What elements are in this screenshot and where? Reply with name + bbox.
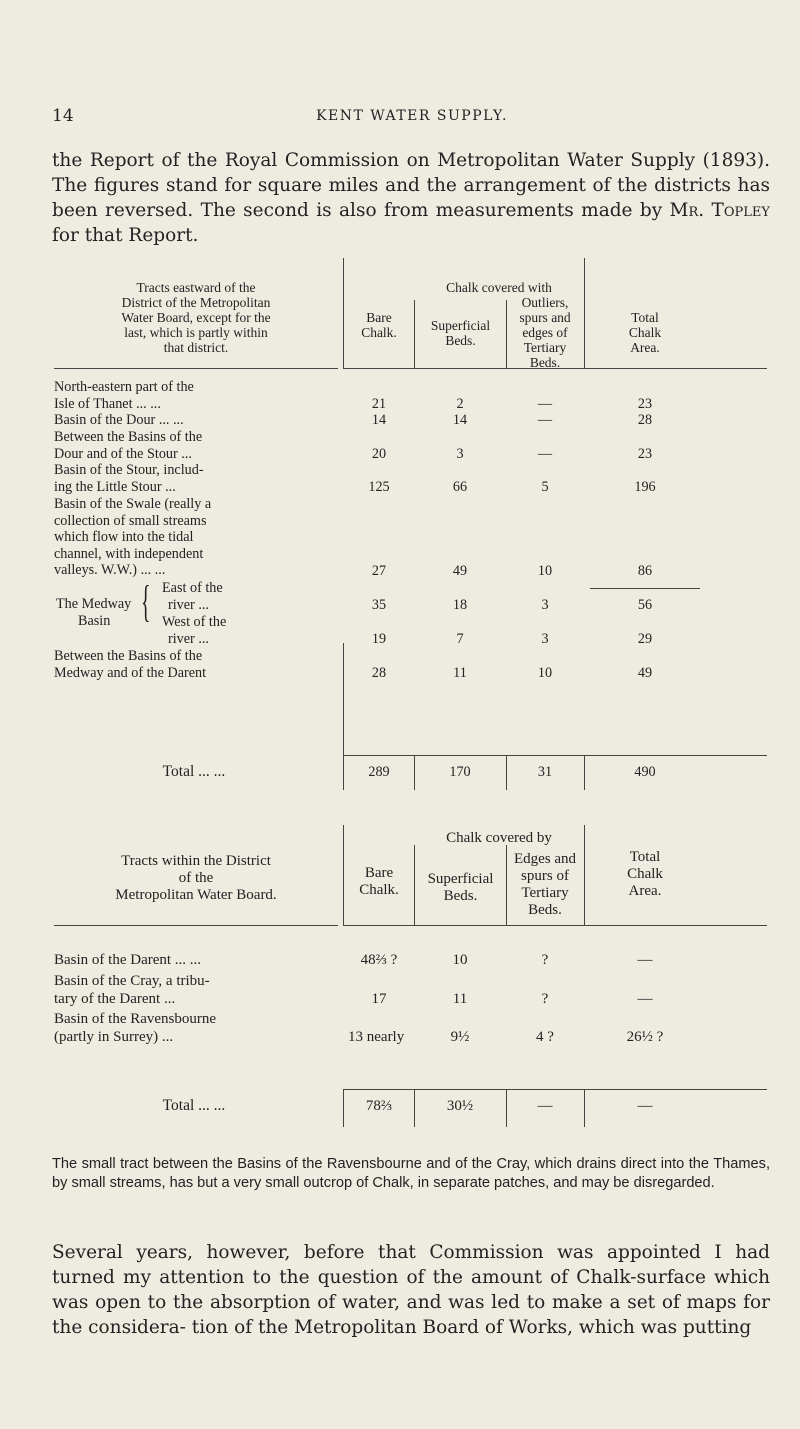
cell-superficial: 7 — [456, 631, 464, 647]
table-row-label: East of the river ... — [162, 580, 223, 613]
header-bare-chalk: Bare Chalk. — [359, 865, 399, 898]
header-tracts-within: Tracts within the District of the Metropolitan Water Board. — [115, 853, 277, 903]
total-label: Total ... ... — [162, 1097, 226, 1114]
cell-bare: 27 — [371, 563, 387, 579]
table-row-label: Between the Basins of the Dour and of the Stour ... — [54, 429, 203, 462]
cell-outliers: 3 — [541, 631, 549, 647]
table-row-label: Basin of the Swale (really a collection of small streams which flow into the tidal channel, with independent valleys. W.W.) ... ... — [54, 496, 212, 578]
page-number: 14 — [52, 106, 74, 126]
cell-total: 28 — [637, 412, 653, 428]
table-row-label: Basin of the Darent ... ... — [54, 952, 202, 968]
cell-outliers: 10 — [537, 563, 553, 579]
cell-total: 196 — [634, 479, 656, 495]
cell-superficial: 2 — [456, 396, 464, 412]
intro-paragraph — [52, 148, 770, 248]
brace-glyph: { — [141, 577, 151, 626]
cell-outliers: 3 — [541, 597, 549, 613]
cell-outliers: 5 — [541, 479, 549, 495]
cell-bare: 28 — [371, 665, 387, 681]
total-label: Total ... ... — [162, 763, 226, 780]
total-total: — — [637, 1098, 653, 1114]
intro-text-1: the Report of the Royal Commission on Metropolitan Water Supply (1893). The figures stand for square miles and the arrangement of the districts has been reversed. The second is also from measurements made by — [52, 150, 770, 221]
header-tracts: Tracts eastward of the District of the Metropolitan Water Board, except for the last, which is partly within that district. — [121, 280, 271, 355]
cell-superficial: 10 — [452, 952, 468, 968]
cell-total: 86 — [637, 563, 653, 579]
cell-edges: ? — [541, 991, 549, 1007]
total-superficial: 170 — [449, 764, 471, 780]
cell-outliers: — — [537, 446, 553, 462]
cell-bare: 35 — [371, 597, 387, 613]
cell-total: 23 — [637, 396, 653, 412]
total-outliers: 31 — [537, 764, 553, 780]
header-edges: Edges and spurs of Tertiary Beds. — [513, 851, 577, 918]
total-superficial: 30½ — [446, 1098, 474, 1114]
cell-outliers: — — [537, 412, 553, 428]
table-row-label: Basin of the Stour, includ- ing the Little Stour ... — [54, 462, 204, 495]
total-edges: — — [537, 1098, 553, 1114]
cell-bare: 125 — [368, 479, 390, 495]
cell-edges: 4 ? — [536, 1029, 554, 1045]
cell-total: — — [637, 952, 653, 968]
cell-total: — — [637, 991, 653, 1007]
cell-total: 49 — [637, 665, 653, 681]
cell-bare: 20 — [371, 446, 387, 462]
running-head — [52, 106, 772, 132]
table-row-label: Between the Basins of the Medway and of the Darent — [54, 648, 207, 681]
total-total: 490 — [634, 764, 656, 780]
table-row-label: Basin of the Cray, a tribu- tary of the Darent ... — [54, 973, 210, 1007]
cell-superficial: 14 — [452, 412, 468, 428]
header-superficial: Superficial Beds. — [430, 318, 491, 348]
table-metropolitan-tracts — [50, 825, 770, 1127]
table-row-label: North-eastern part of the Isle of Thanet ... ... — [54, 379, 194, 412]
cell-superficial: 18 — [452, 597, 468, 613]
header-superficial: Superficial Beds. — [427, 871, 494, 904]
author-name: Mr. Topley — [669, 200, 770, 221]
cell-bare: 48⅔ ? — [360, 952, 398, 968]
footnote-paragraph: The small tract between the Basins of the Ravensbourne and of the Cray, which drains direct into the Thames, by small streams, has but a very small outcrop of Chalk, in separate patches, and may be disregarded. — [52, 1156, 770, 1191]
cell-total: 56 — [637, 597, 653, 613]
cell-outliers: — — [537, 396, 553, 412]
cell-total: 23 — [637, 446, 653, 462]
table-eastward-tracts — [50, 258, 770, 790]
table-row-label: West of the river ... — [162, 614, 227, 647]
cell-superficial: 11 — [453, 665, 467, 681]
header-total-chalk: Total Chalk Area. — [628, 310, 662, 355]
total-bare: 78⅔ — [365, 1098, 393, 1114]
total-bare: 289 — [368, 764, 390, 780]
cell-bare: 21 — [371, 396, 387, 412]
table-row-label: Basin of the Ravensbourne (partly in Surrey) ... — [54, 1011, 217, 1045]
cell-superficial: 9½ — [450, 1029, 470, 1045]
cell-edges: ? — [541, 952, 549, 968]
cell-bare: 13 nearly — [348, 1029, 405, 1045]
body-paragraph: Several years, however, before that Commission was appointed I had turned my attention to the question of the amount of Chalk-surface which was open to the absorption of water, and was led to make a set of maps for the considera- tion of the Metropolitan Board of Works, which was putting — [52, 1242, 770, 1338]
medway-basin-label: The Medway Basin — [56, 596, 132, 629]
cell-outliers: 10 — [537, 665, 553, 681]
header-outliers: Outliers, spurs and edges of Tertiary Beds. — [519, 295, 571, 370]
header-chalk-covered-by: Chalk covered by — [446, 830, 552, 846]
cell-superficial: 49 — [452, 563, 468, 579]
cell-bare: 19 — [371, 631, 387, 647]
cell-total: 26½ ? — [626, 1029, 664, 1045]
cell-bare: 17 — [371, 991, 387, 1007]
header-bare-chalk: Bare Chalk. — [361, 310, 397, 340]
running-title: KENT WATER SUPPLY. — [316, 108, 508, 124]
cell-superficial: 11 — [452, 991, 468, 1007]
cell-bare: 14 — [371, 412, 387, 428]
cell-total: 29 — [637, 631, 653, 647]
table-row-label: Basin of the Dour ... ... — [54, 412, 184, 428]
header-total-chalk: Total Chalk Area. — [627, 849, 663, 899]
cell-superficial: 66 — [452, 479, 468, 495]
header-chalk-covered: Chalk covered with — [446, 280, 552, 295]
cell-superficial: 3 — [456, 446, 464, 462]
intro-text-2: for that Report. — [52, 225, 199, 246]
